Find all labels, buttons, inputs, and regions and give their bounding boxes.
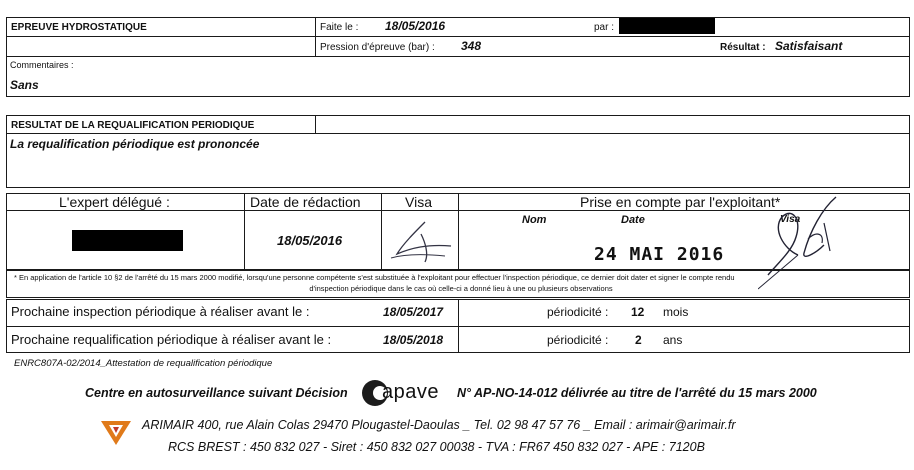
- footnote: [14, 272, 908, 294]
- visa-header: Visa: [405, 194, 432, 210]
- arimair-logo-icon: [99, 417, 133, 447]
- faite-value: 18/05/2016: [385, 19, 446, 33]
- footer-address: ARIMAIR 400, rue Alain Colas 29470 Plougastel-Daoulas _ Tel. 02 98 47 57 76 _ Email : arimair@arimair.fr: [142, 418, 736, 432]
- footer-legal: RCS BREST : 450 832 027 - Siret : 450 832 027 00038 - TVA : FR67 450 832 027 - APE : 7120B: [168, 440, 705, 454]
- commentaires-value: Sans: [10, 78, 39, 92]
- footnote-line-2: d'inspection périodique dans le cas où celle-ci a donné lieu à une ou plusieurs observations: [309, 284, 613, 293]
- requal-periodicite-label: périodicité :: [547, 333, 609, 347]
- commentaires-label: Commentaires :: [10, 60, 74, 70]
- redacted-expert-name: [72, 230, 183, 251]
- par-label: par :: [594, 22, 615, 33]
- nom-label: Nom: [522, 214, 547, 226]
- resultat-label: Résultat :: [720, 42, 766, 53]
- inspection-periodicite-label: périodicité :: [547, 305, 609, 319]
- redacted-inspector-name: [619, 18, 715, 34]
- date-label: Date: [621, 214, 645, 226]
- inspection-period-unit: mois: [663, 305, 689, 319]
- pression-value: 348: [461, 39, 482, 53]
- next-requal-label: Prochaine requalification périodique à réaliser avant le :: [11, 332, 332, 347]
- hydro-title: EPREUVE HYDROSTATIQUE: [11, 22, 147, 33]
- centre-suffix: N° AP-NO-14-012 délivrée au titre de l'arrêté du 15 mars 2000: [457, 386, 817, 400]
- apave-wordmark: apave: [382, 381, 439, 403]
- apave-logo: [360, 378, 452, 408]
- date-redaction-value: 18/05/2016: [277, 233, 343, 248]
- footnote-line-1: * En application de l'article 10 §2 de l'arrêté du 15 mars 2000 modifié, lorsqu'une personne compétente s'est substituée à l'exploitant pour effectuer l'inspection périodique, ce dernier doit dater et signer le compte rendu: [14, 273, 735, 282]
- next-requal-date: 18/05/2018: [383, 333, 444, 347]
- inspection-period-value: 12: [631, 305, 645, 319]
- next-inspection-date: 18/05/2017: [383, 305, 444, 319]
- pression-label: Pression d'épreuve (bar) :: [320, 42, 435, 53]
- next-inspection-label: Prochaine inspection périodique à réaliser avant le :: [11, 304, 310, 319]
- received-date-stamp: 24 MAI 2016: [594, 244, 725, 265]
- visa-label: Visa: [780, 214, 801, 225]
- expert-signature: [385, 214, 457, 268]
- requal-title: RESULTAT DE LA REQUALIFICATION PERIODIQUE: [11, 120, 255, 131]
- requal-period-value: 2: [635, 333, 642, 347]
- date-redaction-header: Date de rédaction: [250, 194, 361, 210]
- requal-text: La requalification périodique est prononcée: [10, 137, 260, 151]
- prise-en-compte-header: Prise en compte par l'exploitant*: [580, 194, 781, 210]
- resultat-value: Satisfaisant: [775, 39, 843, 53]
- requal-period-unit: ans: [663, 333, 683, 347]
- expert-header: L'expert délégué :: [59, 194, 170, 210]
- centre-prefix: Centre en autosurveillance suivant Décision: [85, 386, 348, 400]
- document-reference: ENRC807A-02/2014_Attestation de requalification périodique: [14, 358, 273, 369]
- faite-label: Faite le :: [320, 22, 359, 33]
